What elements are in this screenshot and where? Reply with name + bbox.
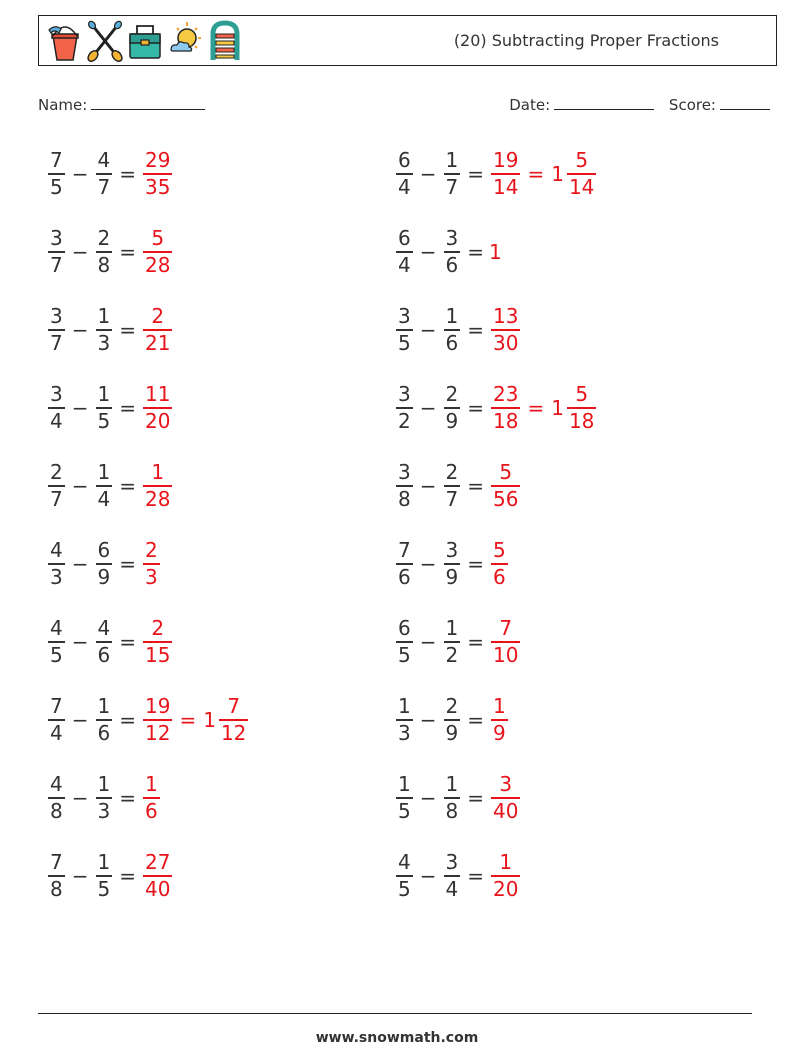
answer-fraction xyxy=(143,850,172,902)
answer-fraction-numerator: 27 xyxy=(145,850,171,875)
problem-9 xyxy=(46,455,174,517)
answer xyxy=(489,694,510,746)
minuend-fraction-denominator: 3 xyxy=(398,720,411,745)
answer-equals-sign: = xyxy=(527,396,545,420)
subtrahend-fraction-denominator: 4 xyxy=(97,486,111,511)
name-field xyxy=(38,92,205,116)
answer-fraction-numerator: 2 xyxy=(151,304,165,329)
answer-fraction xyxy=(143,304,172,356)
minuend-fraction xyxy=(396,148,413,200)
mixed-whole: 1 xyxy=(551,162,564,186)
problem-20 xyxy=(394,845,522,907)
problem-19 xyxy=(46,845,174,907)
name-label: Name: xyxy=(38,96,88,114)
mixed-fraction xyxy=(567,382,596,434)
answer-fraction xyxy=(491,460,520,512)
minuend-fraction-denominator: 5 xyxy=(50,642,63,667)
equals-sign: = xyxy=(467,318,484,342)
equals-sign: = xyxy=(119,552,136,576)
subtrahend-fraction xyxy=(444,148,461,200)
minuend-fraction xyxy=(48,616,65,668)
minuend-fraction-numerator: 3 xyxy=(50,226,63,251)
answer-fraction-numerator: 29 xyxy=(145,148,171,173)
answer-fraction-numerator: 19 xyxy=(493,148,519,173)
subtrahend-fraction xyxy=(444,616,461,668)
answer-fraction-denominator: 56 xyxy=(493,486,519,511)
equals-sign: = xyxy=(119,240,136,264)
answer-fraction-numerator: 2 xyxy=(151,616,165,641)
equals-sign: = xyxy=(119,864,136,888)
minus-sign: − xyxy=(419,708,437,732)
minuend-fraction-denominator: 5 xyxy=(398,330,411,355)
minuend-fraction-numerator: 7 xyxy=(50,694,63,719)
answer xyxy=(489,616,522,668)
answer-fraction-denominator: 9 xyxy=(493,720,506,745)
answer-fraction xyxy=(143,538,160,590)
answer-fraction-denominator: 3 xyxy=(145,564,158,589)
minuend-fraction-numerator: 7 xyxy=(50,148,63,173)
answer xyxy=(489,148,598,200)
minuend-fraction xyxy=(48,226,65,278)
subtrahend-fraction-denominator: 8 xyxy=(97,252,111,277)
minuend-fraction-denominator: 7 xyxy=(50,252,63,277)
subtrahend-fraction-numerator: 1 xyxy=(97,382,111,407)
minuend-fraction xyxy=(396,616,413,668)
score-label: Score: xyxy=(668,96,716,114)
subtrahend-fraction-denominator: 5 xyxy=(97,876,111,901)
problem-18 xyxy=(394,767,522,829)
equals-sign: = xyxy=(467,708,484,732)
answer-fraction-numerator: 1 xyxy=(145,772,158,797)
subtrahend-fraction-numerator: 1 xyxy=(97,694,111,719)
answer-fraction xyxy=(143,694,172,746)
minuend-fraction-numerator: 4 xyxy=(50,616,63,641)
subtrahend-fraction xyxy=(444,304,461,356)
subtrahend-fraction-numerator: 3 xyxy=(445,538,459,563)
minus-sign: − xyxy=(71,864,89,888)
minuend-fraction-numerator: 4 xyxy=(50,772,63,797)
subtrahend-fraction xyxy=(96,772,113,824)
problem-3 xyxy=(46,221,174,283)
subtrahend-fraction xyxy=(96,616,113,668)
subtrahend-fraction-numerator: 1 xyxy=(97,772,111,797)
subtrahend-fraction xyxy=(444,850,461,902)
answer-fraction-denominator: 40 xyxy=(145,876,171,901)
subtrahend-fraction xyxy=(444,538,461,590)
answer-fraction-denominator: 20 xyxy=(145,408,171,433)
answer-fraction xyxy=(491,616,520,668)
subtrahend-fraction-denominator: 6 xyxy=(445,330,459,355)
subtrahend-fraction-denominator: 7 xyxy=(445,174,459,199)
worksheet-title: (20) Subtracting Proper Fractions xyxy=(453,31,719,50)
crossed-paddles-icon xyxy=(87,20,123,62)
answer xyxy=(141,304,174,356)
minuend-fraction-numerator: 7 xyxy=(398,538,411,563)
mixed-fraction xyxy=(567,148,596,200)
answer-fraction-numerator: 3 xyxy=(499,772,513,797)
subtrahend-fraction-numerator: 2 xyxy=(445,460,459,485)
minuend-fraction xyxy=(48,772,65,824)
minuend-fraction-numerator: 1 xyxy=(398,694,411,719)
minus-sign: − xyxy=(71,552,89,576)
answer xyxy=(141,148,174,200)
subtrahend-fraction-numerator: 3 xyxy=(445,226,459,251)
minuend-fraction-denominator: 5 xyxy=(398,876,411,901)
minuend-fraction-numerator: 3 xyxy=(398,460,411,485)
minuend-fraction xyxy=(48,694,65,746)
subtrahend-fraction-numerator: 1 xyxy=(97,850,111,875)
answer-fraction-denominator: 28 xyxy=(145,252,171,277)
answer-fraction-numerator: 7 xyxy=(499,616,513,641)
minuend-fraction-denominator: 5 xyxy=(50,174,63,199)
equals-sign: = xyxy=(467,474,484,498)
minuend-fraction-denominator: 2 xyxy=(398,408,411,433)
answer xyxy=(141,226,174,278)
answer-fraction xyxy=(143,226,172,278)
minuend-fraction-numerator: 7 xyxy=(50,850,63,875)
minus-sign: − xyxy=(71,240,89,264)
answer xyxy=(489,538,510,590)
problem-13 xyxy=(46,611,174,673)
mixed-fraction xyxy=(219,694,248,746)
problem-10 xyxy=(394,455,522,517)
subtrahend-fraction-numerator: 2 xyxy=(445,694,459,719)
subtrahend-fraction-denominator: 6 xyxy=(97,720,111,745)
subtrahend-fraction-numerator: 1 xyxy=(97,304,111,329)
minus-sign: − xyxy=(71,396,89,420)
worksheet-header xyxy=(38,15,777,66)
minus-sign: − xyxy=(419,630,437,654)
answer-fraction-denominator: 30 xyxy=(493,330,519,355)
problem-17 xyxy=(46,767,162,829)
minuend-fraction-numerator: 6 xyxy=(398,616,411,641)
mixed-fraction-denominator: 14 xyxy=(568,174,595,199)
equals-sign: = xyxy=(467,396,484,420)
minus-sign: − xyxy=(419,786,437,810)
subtrahend-fraction-denominator: 9 xyxy=(445,408,459,433)
answer-fraction xyxy=(491,850,520,902)
answer-fraction xyxy=(491,772,520,824)
sun-cloud-icon xyxy=(167,20,203,62)
date-label: Date: xyxy=(509,96,551,114)
answer xyxy=(489,304,522,356)
minuend-fraction-numerator: 3 xyxy=(398,382,411,407)
subtrahend-fraction-denominator: 6 xyxy=(97,642,111,667)
minuend-fraction xyxy=(396,382,413,434)
equals-sign: = xyxy=(467,552,484,576)
minus-sign: − xyxy=(71,708,89,732)
minus-sign: − xyxy=(71,162,89,186)
answer-fraction xyxy=(491,382,520,434)
answer-fraction-numerator: 5 xyxy=(493,538,506,563)
answer xyxy=(489,460,522,512)
equals-sign: = xyxy=(467,786,484,810)
equals-sign: = xyxy=(467,240,484,264)
minus-sign: − xyxy=(419,318,437,342)
beach-chair-icon xyxy=(207,20,243,62)
answer-fraction-numerator: 2 xyxy=(145,538,158,563)
answer xyxy=(141,694,250,746)
answer-fraction xyxy=(143,382,172,434)
subtrahend-fraction-denominator: 3 xyxy=(97,798,111,823)
answer-fraction-numerator: 1 xyxy=(493,694,506,719)
minuend-fraction-numerator: 3 xyxy=(50,382,63,407)
equals-sign: = xyxy=(119,786,136,810)
subtrahend-fraction-denominator: 9 xyxy=(445,720,459,745)
minuend-fraction-denominator: 5 xyxy=(398,642,411,667)
minuend-fraction-numerator: 2 xyxy=(50,460,63,485)
answer-fraction-numerator: 23 xyxy=(493,382,519,407)
subtrahend-fraction xyxy=(96,148,113,200)
subtrahend-fraction-numerator: 1 xyxy=(97,460,111,485)
date-score-field xyxy=(509,92,770,116)
subtrahend-fraction xyxy=(444,382,461,434)
answer-fraction-denominator: 18 xyxy=(493,408,519,433)
subtrahend-fraction-numerator: 1 xyxy=(445,772,459,797)
subtrahend-fraction xyxy=(444,460,461,512)
subtrahend-fraction xyxy=(96,382,113,434)
minus-sign: − xyxy=(419,474,437,498)
minuend-fraction-numerator: 4 xyxy=(50,538,63,563)
answer-fraction xyxy=(491,694,508,746)
footer-website: www.snowmath.com xyxy=(315,1030,479,1046)
answer-equals-sign: = xyxy=(179,708,197,732)
minuend-fraction-denominator: 4 xyxy=(50,408,63,433)
answer-fraction-denominator: 6 xyxy=(145,798,158,823)
problem-7 xyxy=(46,377,174,439)
header-icons xyxy=(47,20,243,63)
minuend-fraction xyxy=(396,226,413,278)
mixed-fraction-denominator: 12 xyxy=(220,720,247,745)
minuend-fraction-numerator: 6 xyxy=(398,148,411,173)
minuend-fraction-denominator: 6 xyxy=(398,564,411,589)
answer-fraction-denominator: 20 xyxy=(493,876,519,901)
problem-4 xyxy=(394,221,502,283)
equals-sign: = xyxy=(119,396,136,420)
minuend-fraction-denominator: 4 xyxy=(50,720,63,745)
subtrahend-fraction-numerator: 4 xyxy=(97,148,111,173)
equals-sign: = xyxy=(467,864,484,888)
answer-fraction-denominator: 15 xyxy=(145,642,171,667)
mixed-whole: 1 xyxy=(203,708,216,732)
problem-6 xyxy=(394,299,522,361)
minuend-fraction xyxy=(396,694,413,746)
subtrahend-fraction-numerator: 3 xyxy=(445,850,459,875)
answer-fraction-numerator: 1 xyxy=(499,850,513,875)
answer-fraction-numerator: 19 xyxy=(145,694,171,719)
subtrahend-fraction xyxy=(96,460,113,512)
answer xyxy=(141,616,174,668)
answer-fraction-numerator: 13 xyxy=(493,304,519,329)
answer-fraction xyxy=(143,616,172,668)
minus-sign: − xyxy=(419,240,437,264)
mixed-fraction-numerator: 5 xyxy=(575,382,589,407)
answer-fraction xyxy=(143,460,172,512)
answer-equals-sign: = xyxy=(527,162,545,186)
subtrahend-fraction xyxy=(444,772,461,824)
answer xyxy=(141,772,162,824)
answer-fraction xyxy=(491,538,508,590)
equals-sign: = xyxy=(119,318,136,342)
minuend-fraction-denominator: 7 xyxy=(50,486,63,511)
minus-sign: − xyxy=(419,396,437,420)
minuend-fraction xyxy=(48,382,65,434)
answer-fraction-denominator: 6 xyxy=(493,564,506,589)
problem-11 xyxy=(46,533,162,595)
minuend-fraction-denominator: 5 xyxy=(398,798,411,823)
answer xyxy=(141,850,174,902)
subtrahend-fraction xyxy=(444,226,461,278)
mixed-fraction-denominator: 18 xyxy=(568,408,595,433)
answer-fraction xyxy=(491,304,520,356)
equals-sign: = xyxy=(467,630,484,654)
answer xyxy=(489,382,598,434)
equals-sign: = xyxy=(119,708,136,732)
minuend-fraction xyxy=(48,850,65,902)
subtrahend-fraction xyxy=(96,538,113,590)
mixed-fraction-numerator: 5 xyxy=(575,148,589,173)
minuend-fraction-numerator: 1 xyxy=(398,772,411,797)
mixed-fraction-numerator: 7 xyxy=(227,694,241,719)
answer-fraction-denominator: 14 xyxy=(493,174,519,199)
answer xyxy=(141,382,174,434)
subtrahend-fraction-denominator: 9 xyxy=(97,564,111,589)
answer-whole: 1 xyxy=(489,240,502,264)
minuend-fraction-numerator: 6 xyxy=(398,226,411,251)
subtrahend-fraction xyxy=(96,694,113,746)
minus-sign: − xyxy=(71,474,89,498)
cooler-box-icon xyxy=(127,20,163,62)
name-blank-line[interactable] xyxy=(91,92,205,110)
minus-sign: − xyxy=(71,786,89,810)
subtrahend-fraction-denominator: 2 xyxy=(445,642,459,667)
subtrahend-fraction-denominator: 9 xyxy=(445,564,459,589)
minus-sign: − xyxy=(71,318,89,342)
minuend-fraction-denominator: 7 xyxy=(50,330,63,355)
minuend-fraction-denominator: 3 xyxy=(50,564,63,589)
equals-sign: = xyxy=(119,474,136,498)
problem-14 xyxy=(394,611,522,673)
minuend-fraction xyxy=(396,850,413,902)
answer-fraction-denominator: 35 xyxy=(145,174,171,199)
minuend-fraction xyxy=(48,460,65,512)
equals-sign: = xyxy=(119,162,136,186)
minuend-fraction xyxy=(48,538,65,590)
problem-8 xyxy=(394,377,598,439)
minuend-fraction-denominator: 4 xyxy=(398,174,411,199)
problem-15 xyxy=(46,689,250,751)
minuend-fraction xyxy=(396,304,413,356)
answer-fraction-denominator: 21 xyxy=(145,330,171,355)
problem-12 xyxy=(394,533,510,595)
minus-sign: − xyxy=(71,630,89,654)
answer xyxy=(489,772,522,824)
subtrahend-fraction-numerator: 1 xyxy=(445,148,459,173)
problem-16 xyxy=(394,689,510,751)
answer-fraction-denominator: 10 xyxy=(493,642,519,667)
subtrahend-fraction xyxy=(96,226,113,278)
minuend-fraction-denominator: 8 xyxy=(50,876,63,901)
subtrahend-fraction-numerator: 1 xyxy=(445,616,459,641)
answer-fraction xyxy=(143,772,160,824)
problem-2 xyxy=(394,143,598,205)
minuend-fraction xyxy=(48,148,65,200)
mixed-whole: 1 xyxy=(551,396,564,420)
minuend-fraction-numerator: 3 xyxy=(50,304,63,329)
minuend-fraction xyxy=(396,538,413,590)
subtrahend-fraction-numerator: 6 xyxy=(97,538,111,563)
answer-fraction-denominator: 12 xyxy=(145,720,171,745)
subtrahend-fraction-denominator: 6 xyxy=(445,252,459,277)
subtrahend-fraction xyxy=(444,694,461,746)
problem-5 xyxy=(46,299,174,361)
subtrahend-fraction xyxy=(96,304,113,356)
answer xyxy=(141,460,174,512)
minuend-fraction xyxy=(396,772,413,824)
subtrahend-fraction-denominator: 3 xyxy=(97,330,111,355)
minuend-fraction-denominator: 8 xyxy=(398,486,411,511)
answer-fraction-numerator: 5 xyxy=(499,460,513,485)
subtrahend-fraction-numerator: 4 xyxy=(97,616,111,641)
subtrahend-fraction-denominator: 7 xyxy=(445,486,459,511)
answer xyxy=(141,538,162,590)
score-blank-line[interactable] xyxy=(720,92,770,110)
minuend-fraction-denominator: 8 xyxy=(50,798,63,823)
subtrahend-fraction-denominator: 5 xyxy=(97,408,111,433)
answer xyxy=(489,240,502,264)
date-blank-line[interactable] xyxy=(554,92,654,110)
minuend-fraction-denominator: 4 xyxy=(398,252,411,277)
minus-sign: − xyxy=(419,162,437,186)
subtrahend-fraction xyxy=(96,850,113,902)
answer-fraction-denominator: 40 xyxy=(493,798,519,823)
answer-fraction-numerator: 1 xyxy=(151,460,165,485)
equals-sign: = xyxy=(467,162,484,186)
problem-1 xyxy=(46,143,174,205)
answer xyxy=(489,850,522,902)
minuend-fraction xyxy=(396,460,413,512)
answer-fraction-denominator: 28 xyxy=(145,486,171,511)
answer-fraction xyxy=(143,148,172,200)
minuend-fraction-numerator: 4 xyxy=(398,850,411,875)
answer-fraction-numerator: 11 xyxy=(145,382,171,407)
minus-sign: − xyxy=(419,864,437,888)
minus-sign: − xyxy=(419,552,437,576)
subtrahend-fraction-denominator: 8 xyxy=(445,798,459,823)
subtrahend-fraction-numerator: 2 xyxy=(97,226,111,251)
answer-fraction-numerator: 5 xyxy=(151,226,165,251)
subtrahend-fraction-numerator: 1 xyxy=(445,304,459,329)
subtrahend-fraction-denominator: 4 xyxy=(445,876,459,901)
answer-fraction xyxy=(491,148,520,200)
bucket-icon xyxy=(47,20,83,62)
subtrahend-fraction-denominator: 7 xyxy=(97,174,111,199)
minuend-fraction xyxy=(48,304,65,356)
equals-sign: = xyxy=(119,630,136,654)
subtrahend-fraction-numerator: 2 xyxy=(445,382,459,407)
footer-divider xyxy=(38,1013,752,1014)
minuend-fraction-numerator: 3 xyxy=(398,304,411,329)
